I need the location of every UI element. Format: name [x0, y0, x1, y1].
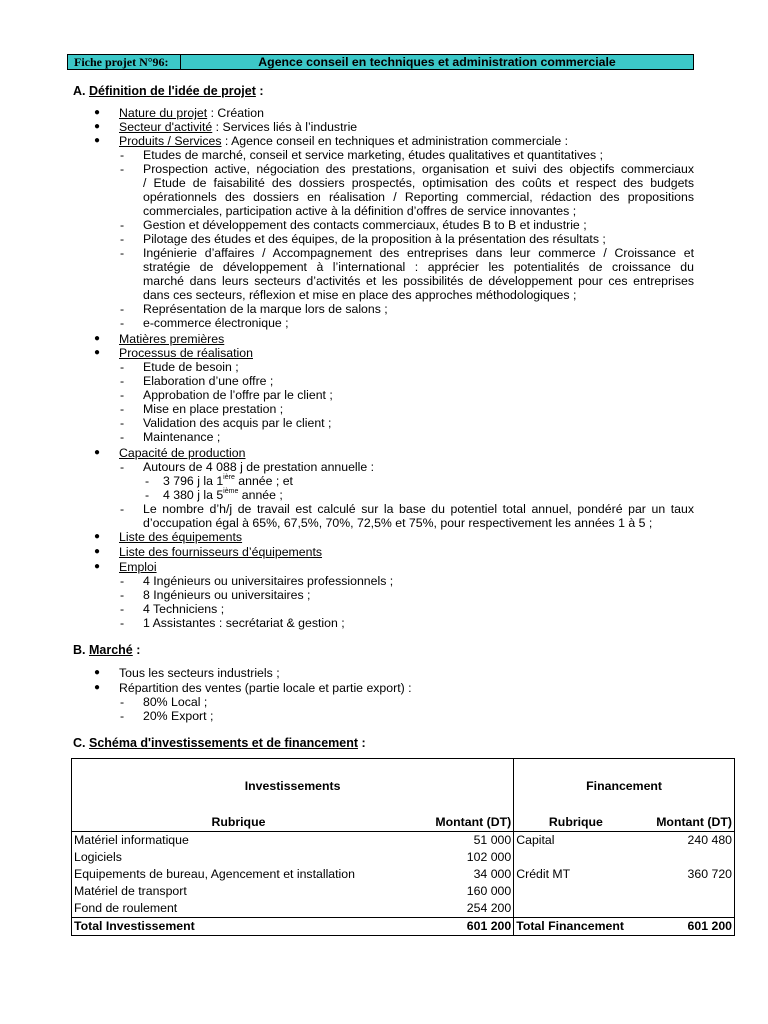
section-b-title [73, 643, 140, 657]
secteur-value: : Services liés à l’industrie [212, 120, 358, 134]
dash-marker: - [120, 430, 125, 444]
nature-line [119, 106, 264, 120]
inv-amount-cell: 34 000 [405, 866, 514, 883]
dash-marker: - [120, 360, 125, 374]
table-total-row [72, 918, 735, 936]
inv-amount-cell: 102 000 [405, 849, 514, 866]
produit-item-cont: dans ces secteurs, réflexion et mise en place des approches méthodologiques ; [143, 288, 577, 302]
processus-item: Elaboration d’une offre ; [143, 374, 274, 388]
dash-marker: - [120, 232, 125, 246]
bullet-icon: ● [94, 121, 101, 132]
bullet-icon: ● [94, 561, 101, 572]
capacite-year1 [163, 474, 293, 488]
fin-amount-cell [638, 883, 735, 900]
matieres-label: Matières premières [119, 332, 225, 346]
produit-item: Représentation de la marque lors de salons ; [143, 302, 388, 316]
fin-rubrique-cell [514, 900, 638, 918]
processus-line [119, 346, 253, 360]
total-fin-label: Total Financement [514, 918, 638, 936]
inv-amount-cell: 254 200 [405, 900, 514, 918]
financement-header: Financement [514, 759, 735, 815]
processus-item: Mise en place prestation ; [143, 402, 284, 416]
investissements-header: Investissements [72, 759, 514, 815]
bullet-icon: ● [94, 107, 101, 118]
section-c-suffix: : [358, 736, 366, 750]
section-a-heading: Définition de l'idée de projet [88, 84, 256, 98]
table-column-header [72, 814, 735, 832]
matieres-line [119, 332, 224, 346]
dash-marker: - [145, 474, 150, 488]
dash-marker: - [120, 316, 125, 330]
inv-amount-cell: 160 000 [405, 883, 514, 900]
dash-marker: - [120, 402, 125, 416]
section-c-heading: Schéma d'investissements et de financement [88, 736, 359, 750]
produit-item: Pilotage des études et des équipes, de la proposition à la présentation des résultats ; [143, 232, 606, 246]
dash-marker: - [120, 246, 125, 260]
produit-item-cont: opérationnels des dossiers en réalisation / Reporting commercial, rédaction des propositions [143, 190, 694, 204]
dash-marker: - [120, 416, 125, 430]
dash-marker: - [120, 388, 125, 402]
bullet-icon: ● [94, 682, 101, 693]
section-a-suffix: : [255, 84, 264, 98]
fin-amount-cell: 240 480 [638, 832, 735, 850]
bullet-icon: ● [94, 333, 101, 344]
y1-pre: 3 796 j la 1 [163, 474, 224, 488]
inv-rubrique-cell: Logiciels [72, 849, 405, 866]
produit-item: Ingénierie d’affaires / Accompagnement des entreprises dans leur commerce / Croissance et [143, 246, 694, 260]
inv-rubrique-cell: Fond de roulement [72, 900, 405, 918]
fin-rubrique-cell [514, 849, 638, 866]
section-b-heading: Marché [88, 643, 133, 657]
emploi-line [119, 560, 157, 574]
marche-item: Répartition des ventes (partie locale et partie export) : [119, 681, 412, 695]
nature-label: Nature du projet [119, 106, 208, 120]
capacite-nb: Le nombre d’h/j de travail est calculé sur la base du potentiel total annuel, pondéré par un taux [143, 502, 694, 516]
section-b-suffix: : [132, 643, 141, 657]
inv-rubrique-header: Rubrique [72, 814, 405, 832]
fin-rubrique-cell: Capital [516, 833, 555, 847]
processus-label: Processus de réalisation [119, 346, 253, 360]
capacite-autours: Autours de 4 088 j de prestation annuelle : [143, 460, 375, 474]
fiche-header [67, 54, 694, 70]
y1-post: année ; et [234, 474, 293, 488]
y5-pre: 4 380 j la 5 [163, 488, 224, 502]
produits-value: : Agence conseil en techniques et administration commerciale : [221, 134, 569, 148]
fin-montant-header: Montant (DT) [638, 814, 735, 832]
inv-rubrique-cell: Matériel informatique [72, 832, 405, 850]
dash-marker: - [145, 488, 150, 502]
dash-marker: - [120, 588, 125, 602]
investment-table [71, 758, 735, 936]
dash-marker: - [120, 574, 125, 588]
y5-post: année ; [238, 488, 283, 502]
section-a-prefix: A. [73, 84, 86, 98]
emploi-item: 4 Techniciens ; [143, 602, 225, 616]
processus-item: Approbation de l’offre par le client ; [143, 388, 333, 402]
capacite-line [119, 446, 245, 460]
equipements-label: Liste des équipements [119, 530, 243, 544]
marche-sub: 80% Local ; [143, 695, 208, 709]
produit-item-cont: commerciales, participation active à la définition d’offres de service innovantes ; [143, 204, 577, 218]
fin-amount-cell [638, 900, 735, 918]
produit-item-cont: marché dans leurs secteurs d’activités et les possibilités de développement pour ces entreprises [143, 274, 694, 288]
bullet-icon: ● [94, 531, 101, 542]
bullet-icon: ● [94, 135, 101, 146]
table-row [72, 866, 735, 883]
inv-amount-cell: 51 000 [405, 832, 514, 850]
dash-marker: - [120, 302, 125, 316]
fin-amount-cell [638, 849, 735, 866]
fin-rubrique-cell [514, 883, 638, 900]
section-a-title [73, 84, 264, 98]
y5-sup: ième [223, 488, 239, 495]
produit-item-cont: / Etude de faisabilité des dossiers prospectés, optimisation des coûts et respect des budgets [143, 176, 694, 190]
bullet-icon: ● [94, 546, 101, 557]
section-c-prefix: C. [73, 736, 86, 750]
emploi-item: 4 Ingénieurs ou universitaires professionnels ; [143, 574, 394, 588]
table-group-header [72, 759, 735, 815]
table-row [72, 883, 735, 900]
inv-montant-header: Montant (DT) [405, 814, 514, 832]
produit-item: e-commerce électronique ; [143, 316, 289, 330]
processus-item: Maintenance ; [143, 430, 221, 444]
dash-marker: - [120, 502, 125, 516]
emploi-item: 1 Assistantes : secrétariat & gestion ; [143, 616, 345, 630]
emploi-item: 8 Ingénieurs ou universitaires ; [143, 588, 311, 602]
table-row [72, 900, 735, 918]
fournisseurs-label: Liste des fournisseurs d’équipements [119, 545, 323, 559]
dash-marker: - [120, 602, 125, 616]
inv-rubrique-cell: Matériel de transport [72, 883, 405, 900]
fin-amount-cell: 360 720 [638, 866, 735, 883]
fin-rubrique-cell: Crédit MT [516, 867, 571, 881]
dash-marker: - [120, 460, 125, 474]
fournisseurs-line [119, 545, 322, 559]
inv-rubrique-cell: Equipements de bureau, Agencement et installation [72, 866, 405, 883]
emploi-label: Emploi [119, 560, 157, 574]
bullet-icon: ● [94, 667, 101, 678]
capacite-year5 [163, 488, 283, 502]
total-inv-label: Total Investissement [72, 918, 405, 936]
table-row [72, 832, 735, 850]
total-fin-amount: 601 200 [638, 918, 735, 936]
processus-item: Etude de besoin ; [143, 360, 239, 374]
dash-marker: - [120, 148, 125, 162]
marche-sub: 20% Export ; [143, 709, 214, 723]
fiche-title: Agence conseil en techniques et administration commerciale [258, 55, 616, 69]
table-row [72, 849, 735, 866]
nature-value: : Création [207, 106, 264, 120]
produits-label: Produits / Services [119, 134, 222, 148]
produit-item: Etudes de marché, conseil et service marketing, études qualitatives et quantitatives ; [143, 148, 604, 162]
processus-item: Validation des acquis par le client ; [143, 416, 332, 430]
section-c-title [73, 736, 366, 750]
y1-sup: ière [223, 474, 235, 481]
marche-item: Tous les secteurs industriels ; [119, 666, 280, 680]
section-b-prefix: B. [73, 643, 86, 657]
bullet-icon: ● [94, 347, 101, 358]
produit-item: Gestion et développement des contacts commerciaux, études B to B et industrie ; [143, 218, 587, 232]
dash-marker: - [120, 162, 125, 176]
dash-marker: - [120, 695, 125, 709]
dash-marker: - [120, 374, 125, 388]
produit-item-cont: stratégie de développement à l’international : apprécier les potentialités de croissance du [143, 260, 694, 274]
produits-line [119, 134, 568, 148]
produit-item: Prospection active, négociation des prestations, organisation et suivi des objectifs commerciaux [143, 162, 694, 176]
dash-marker: - [120, 709, 125, 723]
dash-marker: - [120, 218, 125, 232]
secteur-label: Secteur d'activité [119, 120, 213, 134]
fiche-number: Fiche projet N°96: [68, 55, 181, 69]
bullet-icon: ● [94, 447, 101, 458]
fin-rubrique-header: Rubrique [514, 814, 638, 832]
capacite-label: Capacité de production [119, 446, 246, 460]
secteur-line [119, 120, 357, 134]
equipements-line [119, 530, 242, 544]
dash-marker: - [120, 616, 125, 630]
total-inv-amount: 601 200 [405, 918, 514, 936]
capacite-nb-cont: d’occupation égal à 65%, 67,5%, 70%, 72,5% et 75%, pour respectivement les années 1 à 5 ; [143, 516, 653, 530]
